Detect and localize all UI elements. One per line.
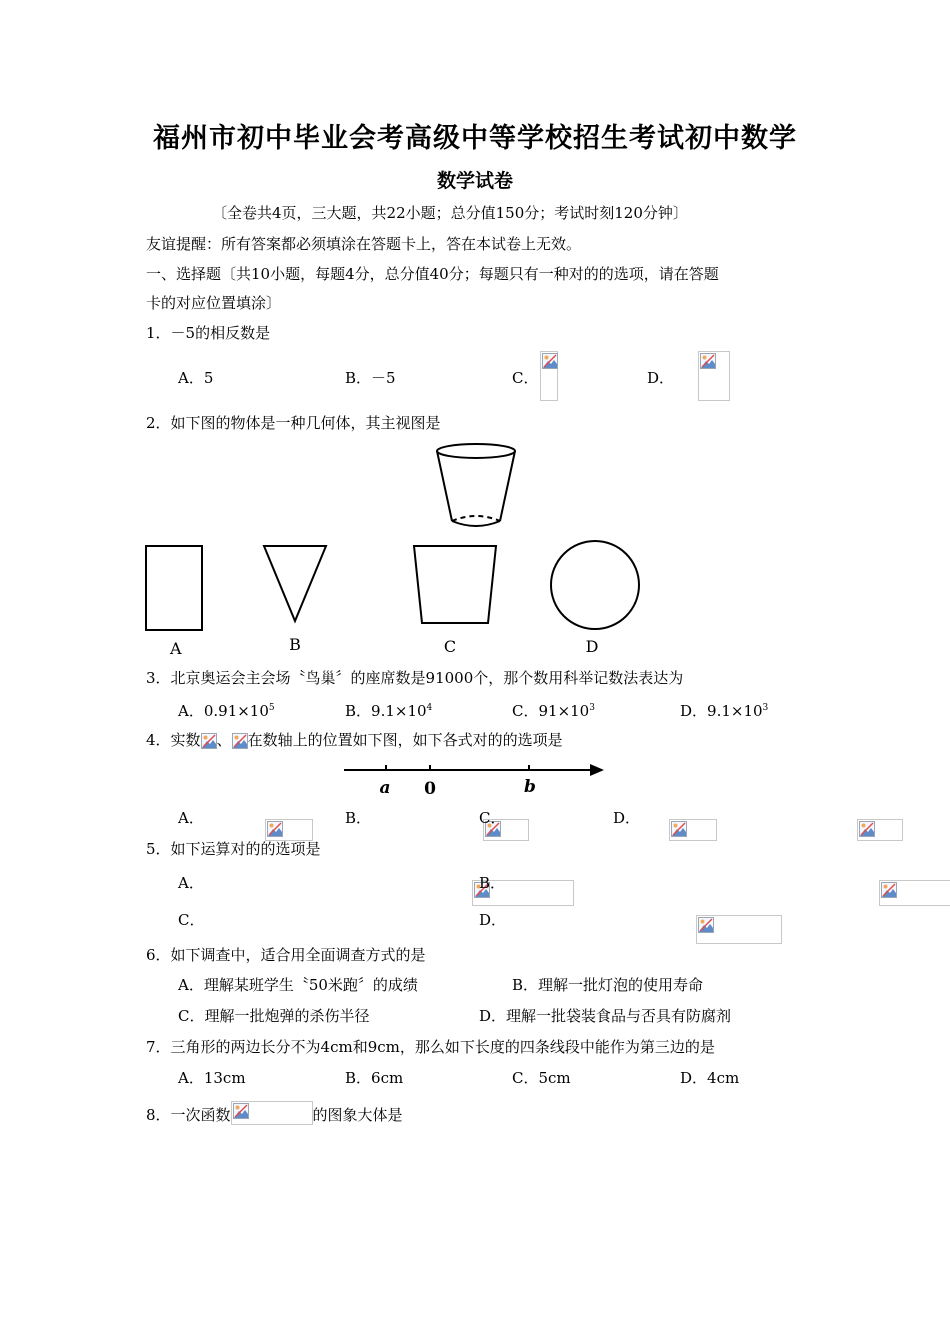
question-2-stem: 2．如下图的物体是一种几何体，其主视图是	[146, 414, 441, 432]
axis-label-0: 0	[424, 779, 436, 799]
shape-a-label: A	[170, 639, 182, 658]
option-b-exponent: 4	[426, 703, 433, 713]
variable-b-image	[232, 733, 248, 749]
question-4-option-d-image	[857, 819, 903, 841]
section-heading-line1: 一、选择题〔共10小题，每题4分，总分值40分；每题只有一种对的的选项，请在答题	[146, 265, 719, 283]
question-4-option-b: B．	[345, 809, 372, 827]
question-4-option-d: D．	[613, 809, 641, 827]
question-5-option-a: A．	[178, 874, 204, 892]
question-4-option-c-image	[669, 819, 717, 841]
number-line-arrow	[590, 764, 604, 776]
question-4-stem-post: 在数轴上的位置如下图，如下各式对的的选项是	[247, 731, 563, 749]
axis-label-a: a	[379, 778, 391, 798]
question-4-stem-pre: 4．实数	[146, 731, 201, 749]
exam-title: 福州市初中毕业会考高级中等学校招生考试初中数学	[153, 123, 797, 154]
broken-image-icon	[267, 821, 283, 837]
exam-subtitle: 数学试卷	[436, 170, 513, 192]
option-a-exponent: 5	[268, 703, 275, 713]
question-7-option-d: D．4cm	[680, 1069, 740, 1087]
shape-d-circle	[551, 541, 639, 629]
linear-function-image	[231, 1101, 313, 1125]
broken-image-icon	[233, 1103, 249, 1119]
cup-solid-figure	[437, 444, 515, 526]
question-6-option-d: D．理解一批袋装食品与否具有防腐剂	[479, 1007, 732, 1025]
question-4-stem-sep: 、	[216, 731, 232, 749]
broken-image-icon	[698, 917, 714, 933]
option-b-base: B．9.1×10	[345, 702, 427, 720]
question-3-stem: 3．北京奥运会主会场〝鸟巢〞的座席数是91000个，那个数用科举记数法表达为	[146, 669, 684, 687]
question-8-stem-post: 的图象大体是	[312, 1106, 403, 1124]
shape-b-triangle	[264, 546, 326, 621]
option-c-exponent: 3	[589, 703, 595, 713]
broken-image-icon	[881, 882, 897, 898]
shape-b-label: B	[289, 635, 301, 654]
question-1-option-b: B．－5	[345, 369, 396, 387]
question-3-option-b	[345, 698, 432, 721]
question-7-option-c: C．5cm	[512, 1069, 571, 1087]
question-6-option-c: C．理解一批炮弹的杀伤半径	[178, 1007, 370, 1025]
question-5-option-b-image	[879, 880, 950, 906]
question-5-stem: 5．如下运算对的的选项是	[146, 840, 321, 858]
question-6-option-b: B．理解一批灯泡的使用寿命	[512, 976, 704, 994]
option-c-base: C．91×10	[512, 702, 590, 720]
question-5-option-d: D．	[479, 911, 507, 929]
question-1-option-c-image	[540, 351, 558, 401]
shape-c-trapezoid	[414, 546, 496, 623]
question-7-option-b: B．6cm	[345, 1069, 404, 1087]
shape-a-rectangle	[146, 546, 202, 630]
question-5-option-c-image	[696, 915, 782, 944]
option-d-base: D．9.1×10	[680, 702, 763, 720]
question-4-option-a: A．	[178, 809, 204, 827]
broken-image-icon	[201, 733, 217, 749]
question-1-stem: 1．－5的相反数是	[146, 324, 271, 342]
question-3-option-d	[680, 698, 768, 721]
broken-image-icon	[859, 821, 875, 837]
broken-image-icon	[232, 733, 248, 749]
question-1-option-a: A．5	[178, 369, 214, 387]
broken-image-icon	[700, 353, 716, 369]
question-8-stem-pre: 8．一次函数	[146, 1106, 231, 1124]
shape-d-label: D	[585, 637, 599, 656]
question-7-stem: 7．三角形的两边长分不为4cm和9cm，那么如下长度的四条线段中能作为第三边的是	[146, 1038, 715, 1056]
option-d-exponent: 3	[762, 703, 769, 713]
question-1-option-c: C．	[512, 369, 539, 387]
number-line-figure	[340, 758, 610, 800]
question-5-option-c: C．	[178, 911, 205, 929]
axis-label-b: b	[524, 777, 536, 797]
question-4-option-c: C．	[479, 809, 506, 827]
broken-image-icon	[671, 821, 687, 837]
question-4-stem	[146, 730, 563, 750]
question-3-option-c	[512, 698, 595, 721]
question-3-option-a	[178, 698, 275, 721]
question-1-option-d-image	[698, 351, 730, 401]
exam-info: 〔全卷共4页，三大题，共22小题；总分值150分；考试时刻120分钟〕	[212, 204, 688, 222]
variable-a-image	[201, 733, 217, 749]
question-7-option-a: A．13cm	[178, 1069, 246, 1087]
section-heading-line2: 卡的对应位置填涂〕	[146, 294, 282, 312]
question-4-option-a-image	[265, 819, 313, 841]
broken-image-icon	[542, 353, 558, 369]
question-8-stem	[146, 1101, 403, 1125]
reminder-text: 友谊提醒：所有答案都必须填涂在答题卡上，答在本试卷上无效。	[146, 235, 582, 253]
question-2-figures	[140, 440, 660, 660]
question-5-option-b: B．	[479, 874, 506, 892]
question-1-option-d: D．	[647, 369, 675, 387]
question-6-option-a: A．理解某班学生〝50米跑〞的成绩	[178, 976, 418, 994]
shape-c-label: C	[443, 637, 457, 656]
option-a-base: A．0.91×10	[178, 702, 269, 720]
question-6-stem: 6．如下调查中，适合用全面调查方式的是	[146, 946, 426, 964]
